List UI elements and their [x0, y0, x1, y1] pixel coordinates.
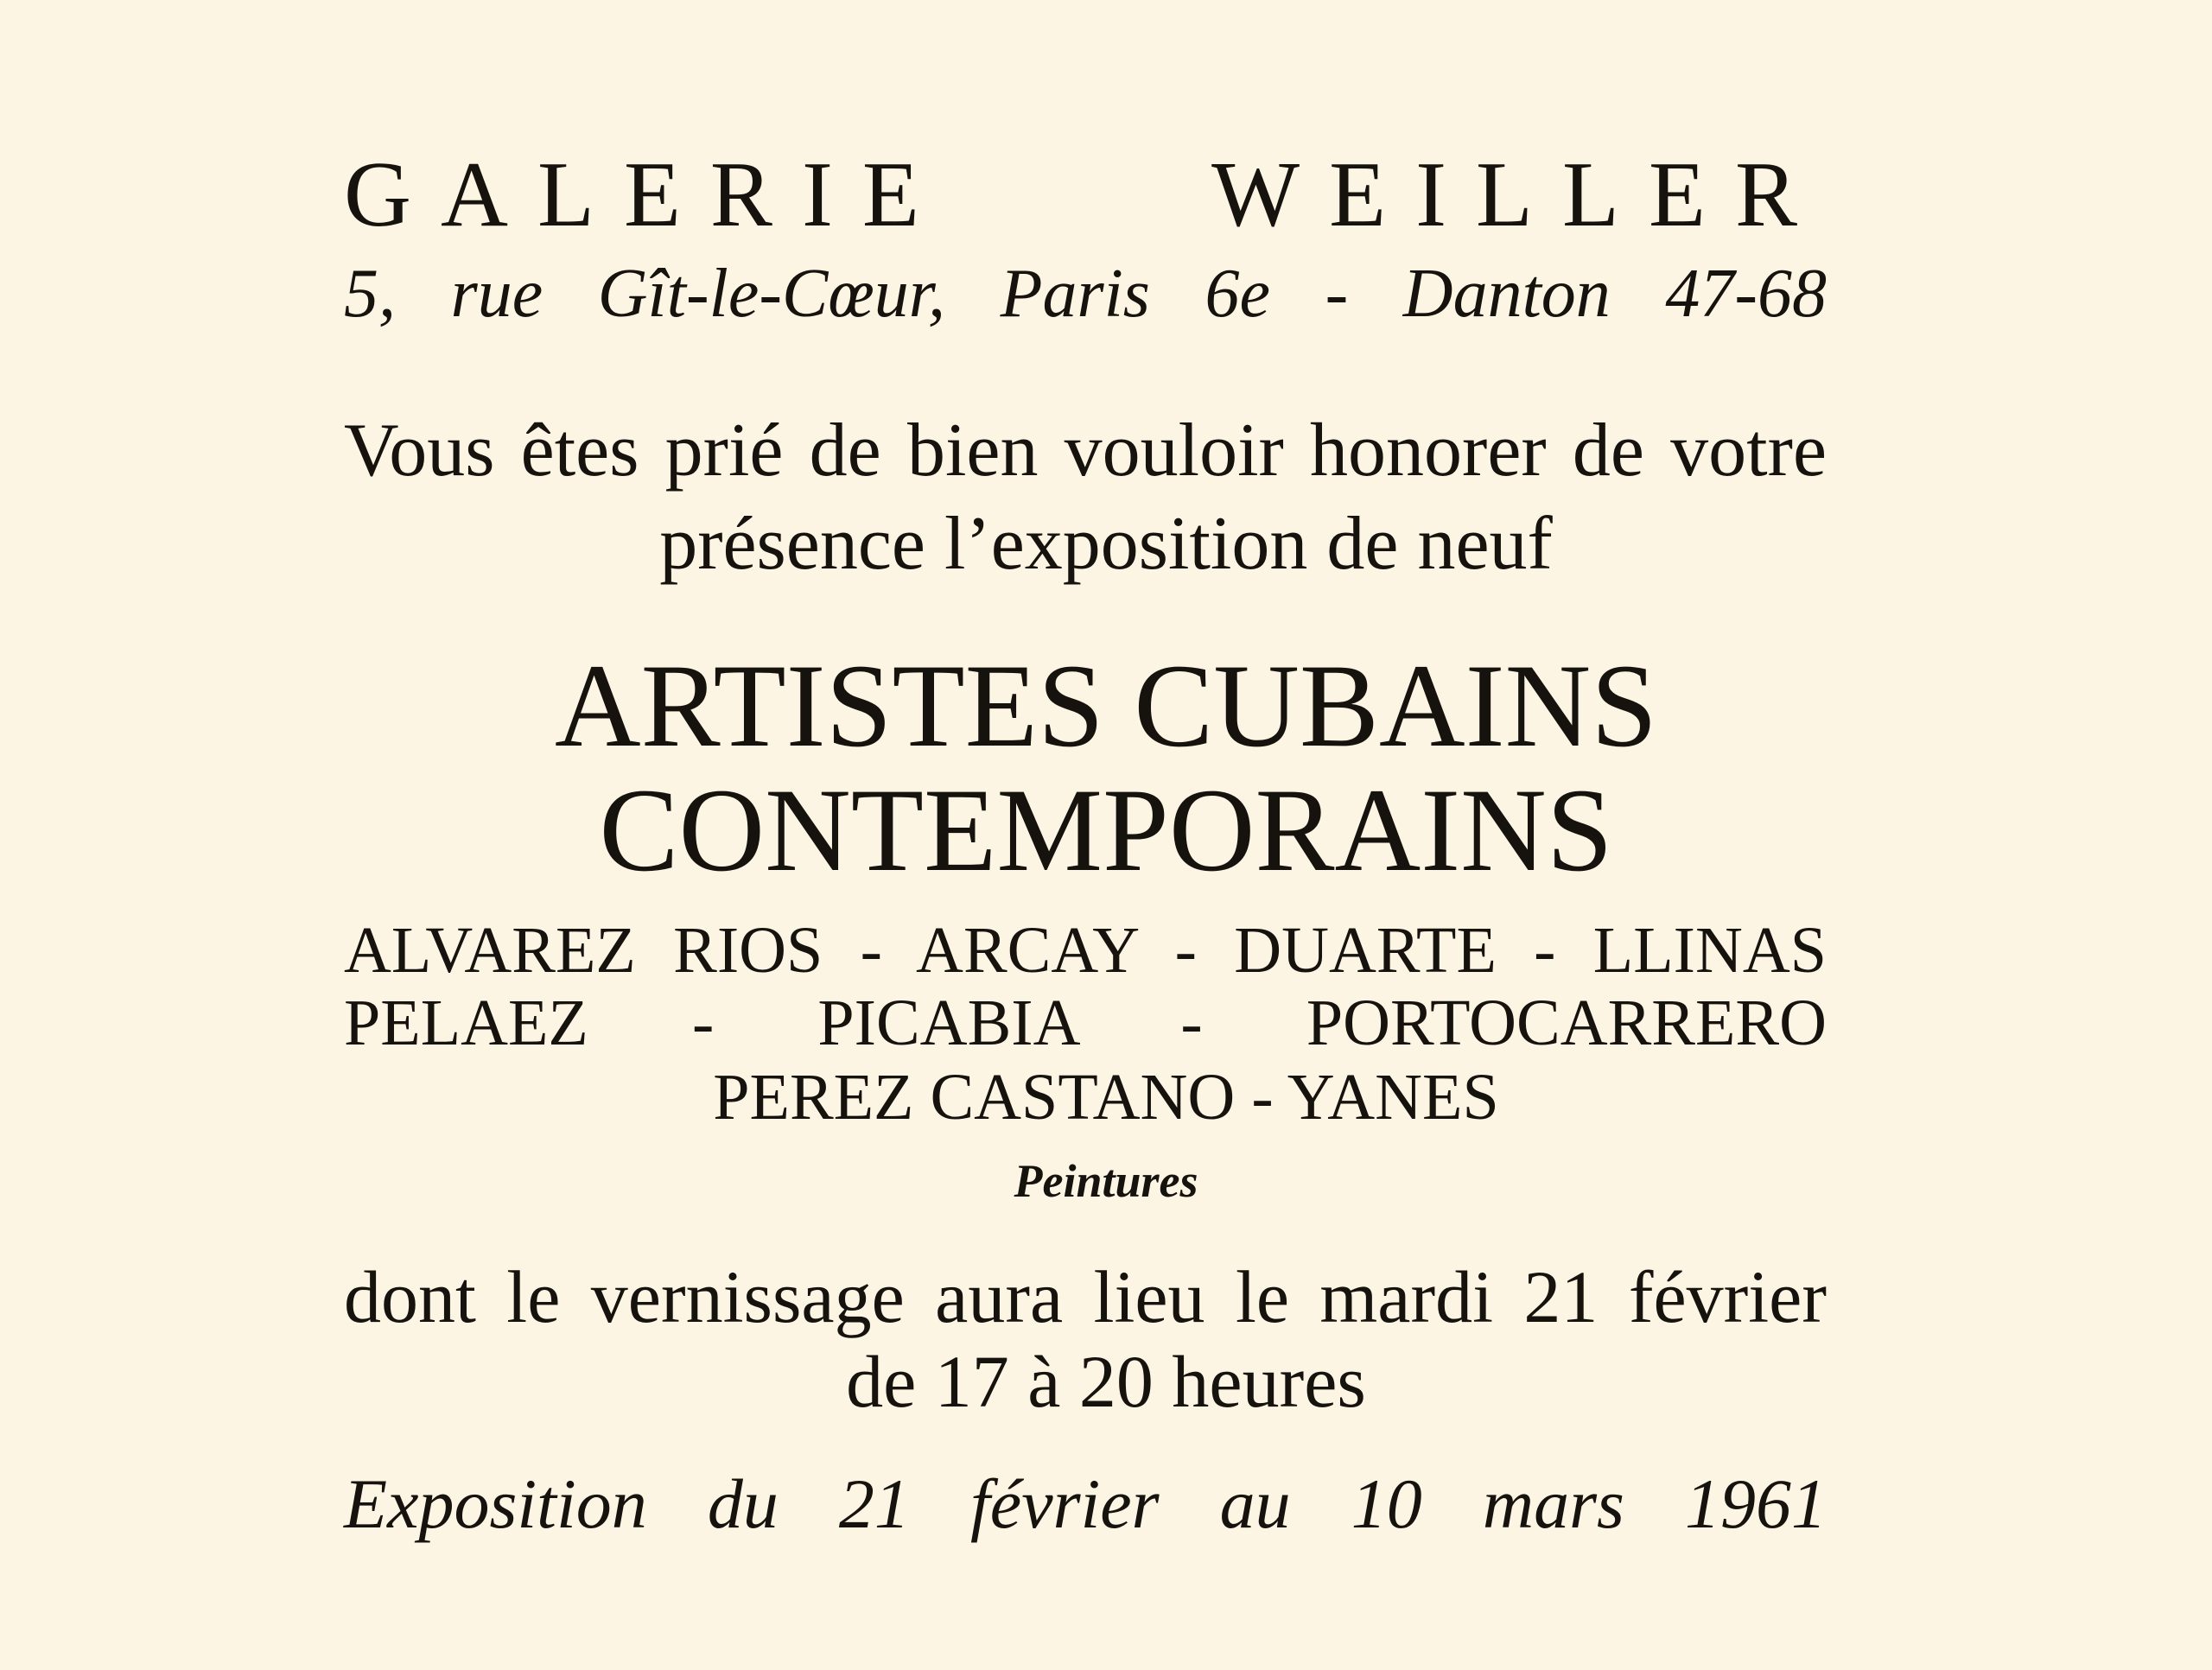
exhibition-dates: Exposition du 21 février au 10 mars 1961: [344, 1464, 1827, 1543]
medium-label: Peintures: [1014, 1155, 1198, 1207]
artists-list-line-2: PELAEZ - PICABIA - PORTOCARRERO: [344, 987, 1827, 1059]
exhibition-title-line-2: CONTEMPORAINS: [599, 764, 1613, 896]
artists-list-line-3: PEREZ CASTANO - YANES: [713, 1061, 1499, 1133]
gallery-name: GALERIE WEILLER: [344, 143, 1827, 246]
exhibition-title-line-1: ARTISTES CUBAINS: [554, 639, 1658, 772]
invitation-text-line-1: Vous êtes prié de bien vouloir honorer de votre: [344, 409, 1827, 492]
artists-list-line-1: ALVAREZ RIOS - ARCAY - DUARTE - LLINAS: [344, 914, 1827, 987]
opening-text-line-1: dont le vernissage aura lieu le mardi 21 février: [344, 1255, 1827, 1338]
opening-text-line-2: de 17 à 20 heures: [846, 1340, 1366, 1423]
gallery-address: 5, rue Gît-le-Cœur, Paris 6e - Danton 47-68: [344, 256, 1827, 332]
invitation-text-line-2: présence l’exposition de neuf: [659, 502, 1553, 586]
